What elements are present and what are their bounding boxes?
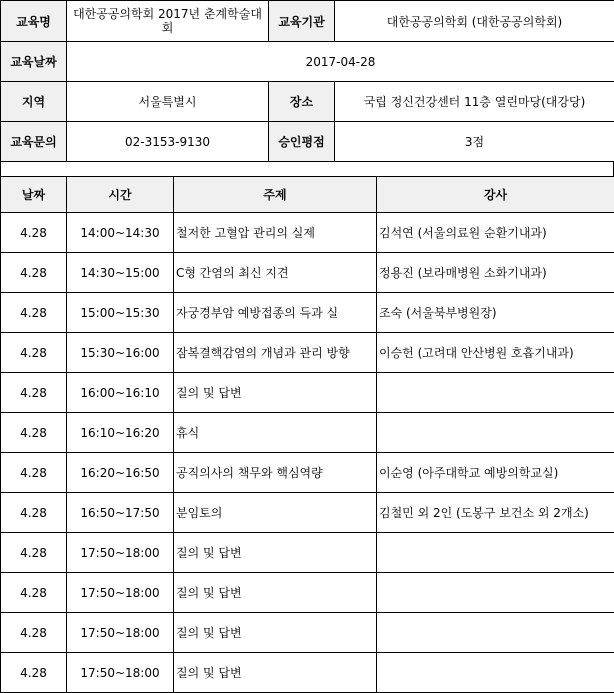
row-lecturer: 김철민 외 2인 (도봉구 보건소 외 2개소) (377, 493, 614, 533)
row-date: 4.28 (1, 533, 67, 573)
row-time: 17:50~18:00 (67, 613, 174, 653)
row-topic: 질의 및 답변 (174, 533, 377, 573)
row-lecturer (377, 373, 614, 413)
info-row-region (1, 82, 614, 122)
header-lecturer: 강사 (377, 177, 614, 213)
org-label: 교육기관 (269, 1, 335, 42)
region-value: 서울특별시 (67, 82, 269, 122)
row-topic: 분임토의 (174, 493, 377, 533)
row-lecturer: 정용진 (보라매병원 소화기내과) (377, 253, 614, 293)
info-row-course (1, 1, 614, 42)
table-row (1, 613, 614, 653)
row-date: 4.28 (1, 213, 67, 253)
row-date: 4.28 (1, 653, 67, 693)
row-lecturer: 이순영 (아주대학교 예방의학교실) (377, 453, 614, 493)
row-lecturer: 조숙 (서울북부병원장) (377, 293, 614, 333)
row-lecturer (377, 613, 614, 653)
row-topic: 질의 및 답변 (174, 373, 377, 413)
table-row (1, 333, 614, 373)
row-time: 17:50~18:00 (67, 573, 174, 613)
score-label: 승인평점 (269, 122, 335, 162)
row-topic: 질의 및 답변 (174, 613, 377, 653)
row-lecturer (377, 413, 614, 453)
table-row (1, 493, 614, 533)
row-time: 16:10~16:20 (67, 413, 174, 453)
row-date: 4.28 (1, 253, 67, 293)
contact-label: 교육문의 (1, 122, 67, 162)
row-time: 16:00~16:10 (67, 373, 174, 413)
info-row-contact (1, 122, 614, 162)
table-row (1, 573, 614, 613)
header-date: 날짜 (1, 177, 67, 213)
row-topic: 공직의사의 책무와 핵심역량 (174, 453, 377, 493)
row-topic: 휴식 (174, 413, 377, 453)
row-topic: 잠복결핵감염의 개념과 관리 방향 (174, 333, 377, 373)
table-row (1, 413, 614, 453)
place-label: 장소 (269, 82, 335, 122)
course-value: 대한공공의학회 2017년 춘계학술대회 (67, 1, 269, 42)
row-lecturer: 이승헌 (고려대 안산병원 호흡기내과) (377, 333, 614, 373)
row-date: 4.28 (1, 493, 67, 533)
row-topic: 철저한 고혈압 관리의 실제 (174, 213, 377, 253)
row-time: 16:20~16:50 (67, 453, 174, 493)
header-topic: 주제 (174, 177, 377, 213)
table-spacer (0, 162, 614, 176)
row-date: 4.28 (1, 373, 67, 413)
row-date: 4.28 (1, 413, 67, 453)
org-value: 대한공공의학회 (대한공공의학회) (335, 1, 614, 42)
row-date: 4.28 (1, 613, 67, 653)
score-value: 3점 (335, 122, 614, 162)
row-lecturer (377, 573, 614, 613)
row-topic: C형 간염의 최신 지견 (174, 253, 377, 293)
row-lecturer (377, 653, 614, 693)
row-date: 4.28 (1, 573, 67, 613)
row-time: 15:30~16:00 (67, 333, 174, 373)
row-time: 16:50~17:50 (67, 493, 174, 533)
date-label: 교육날짜 (1, 42, 67, 82)
table-row (1, 453, 614, 493)
header-time: 시간 (67, 177, 174, 213)
region-label: 지역 (1, 82, 67, 122)
table-row (1, 253, 614, 293)
date-value: 2017-04-28 (67, 42, 614, 82)
row-time: 17:50~18:00 (67, 533, 174, 573)
course-info-table (0, 0, 614, 162)
table-row (1, 373, 614, 413)
place-value: 국립 정신건강센터 11층 열린마당(대강당) (335, 82, 614, 122)
row-topic: 자궁경부암 예방접종의 득과 실 (174, 293, 377, 333)
schedule-table (0, 176, 614, 693)
table-row (1, 653, 614, 693)
schedule-header-row (1, 177, 614, 213)
spacer-cell (1, 162, 614, 176)
row-time: 14:00~14:30 (67, 213, 174, 253)
contact-value: 02-3153-9130 (67, 122, 269, 162)
row-lecturer: 김석연 (서울의료원 순환기내과) (377, 213, 614, 253)
row-time: 15:00~15:30 (67, 293, 174, 333)
row-time: 14:30~15:00 (67, 253, 174, 293)
row-date: 4.28 (1, 453, 67, 493)
course-label: 교육명 (1, 1, 67, 42)
row-date: 4.28 (1, 333, 67, 373)
row-topic: 질의 및 답변 (174, 653, 377, 693)
row-topic: 질의 및 답변 (174, 573, 377, 613)
table-row (1, 533, 614, 573)
info-row-date (1, 42, 614, 82)
row-date: 4.28 (1, 293, 67, 333)
row-lecturer (377, 533, 614, 573)
row-time: 17:50~18:00 (67, 653, 174, 693)
table-row (1, 293, 614, 333)
table-row (1, 213, 614, 253)
